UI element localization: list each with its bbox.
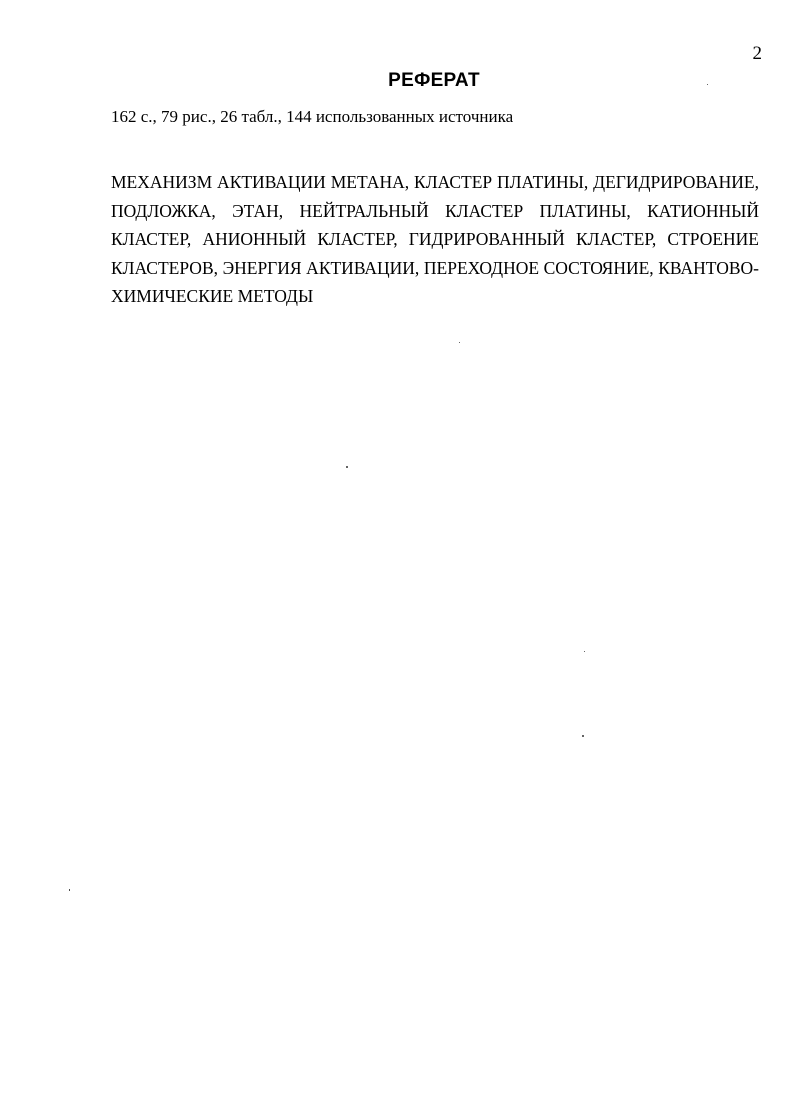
scan-speck bbox=[69, 889, 70, 891]
scan-speck bbox=[459, 342, 460, 343]
document-summary: 162 с., 79 рис., 26 табл., 144 использованных источника bbox=[111, 107, 514, 126]
page-number: 2 bbox=[752, 43, 762, 64]
page-title: РЕФЕРАТ bbox=[388, 70, 480, 91]
scan-speck bbox=[707, 84, 708, 85]
keywords-paragraph: МЕХАНИЗМ АКТИВАЦИИ МЕТАНА, КЛАСТЕР ПЛАТИНЫ, ДЕГИДРИРОВАНИЕ, ПОДЛОЖКА, ЭТАН, НЕЙТРАЛЬНЫЙ КЛАСТЕР ПЛАТИНЫ, КАТИОННЫЙ КЛАСТЕР, АНИОННЫЙ КЛАСТЕР, ГИДРИРОВАННЫЙ КЛАСТЕР, СТРОЕНИЕ КЛАСТЕРОВ, ЭНЕРГИЯ АКТИВАЦИИ, ПЕРЕХОДНОЕ СОСТОЯНИЕ, КВАНТОВО-ХИМИЧЕСКИЕ МЕТОДЫ bbox=[111, 172, 759, 307]
scan-speck bbox=[582, 735, 584, 737]
scan-speck bbox=[346, 466, 348, 468]
scan-speck bbox=[584, 651, 585, 652]
